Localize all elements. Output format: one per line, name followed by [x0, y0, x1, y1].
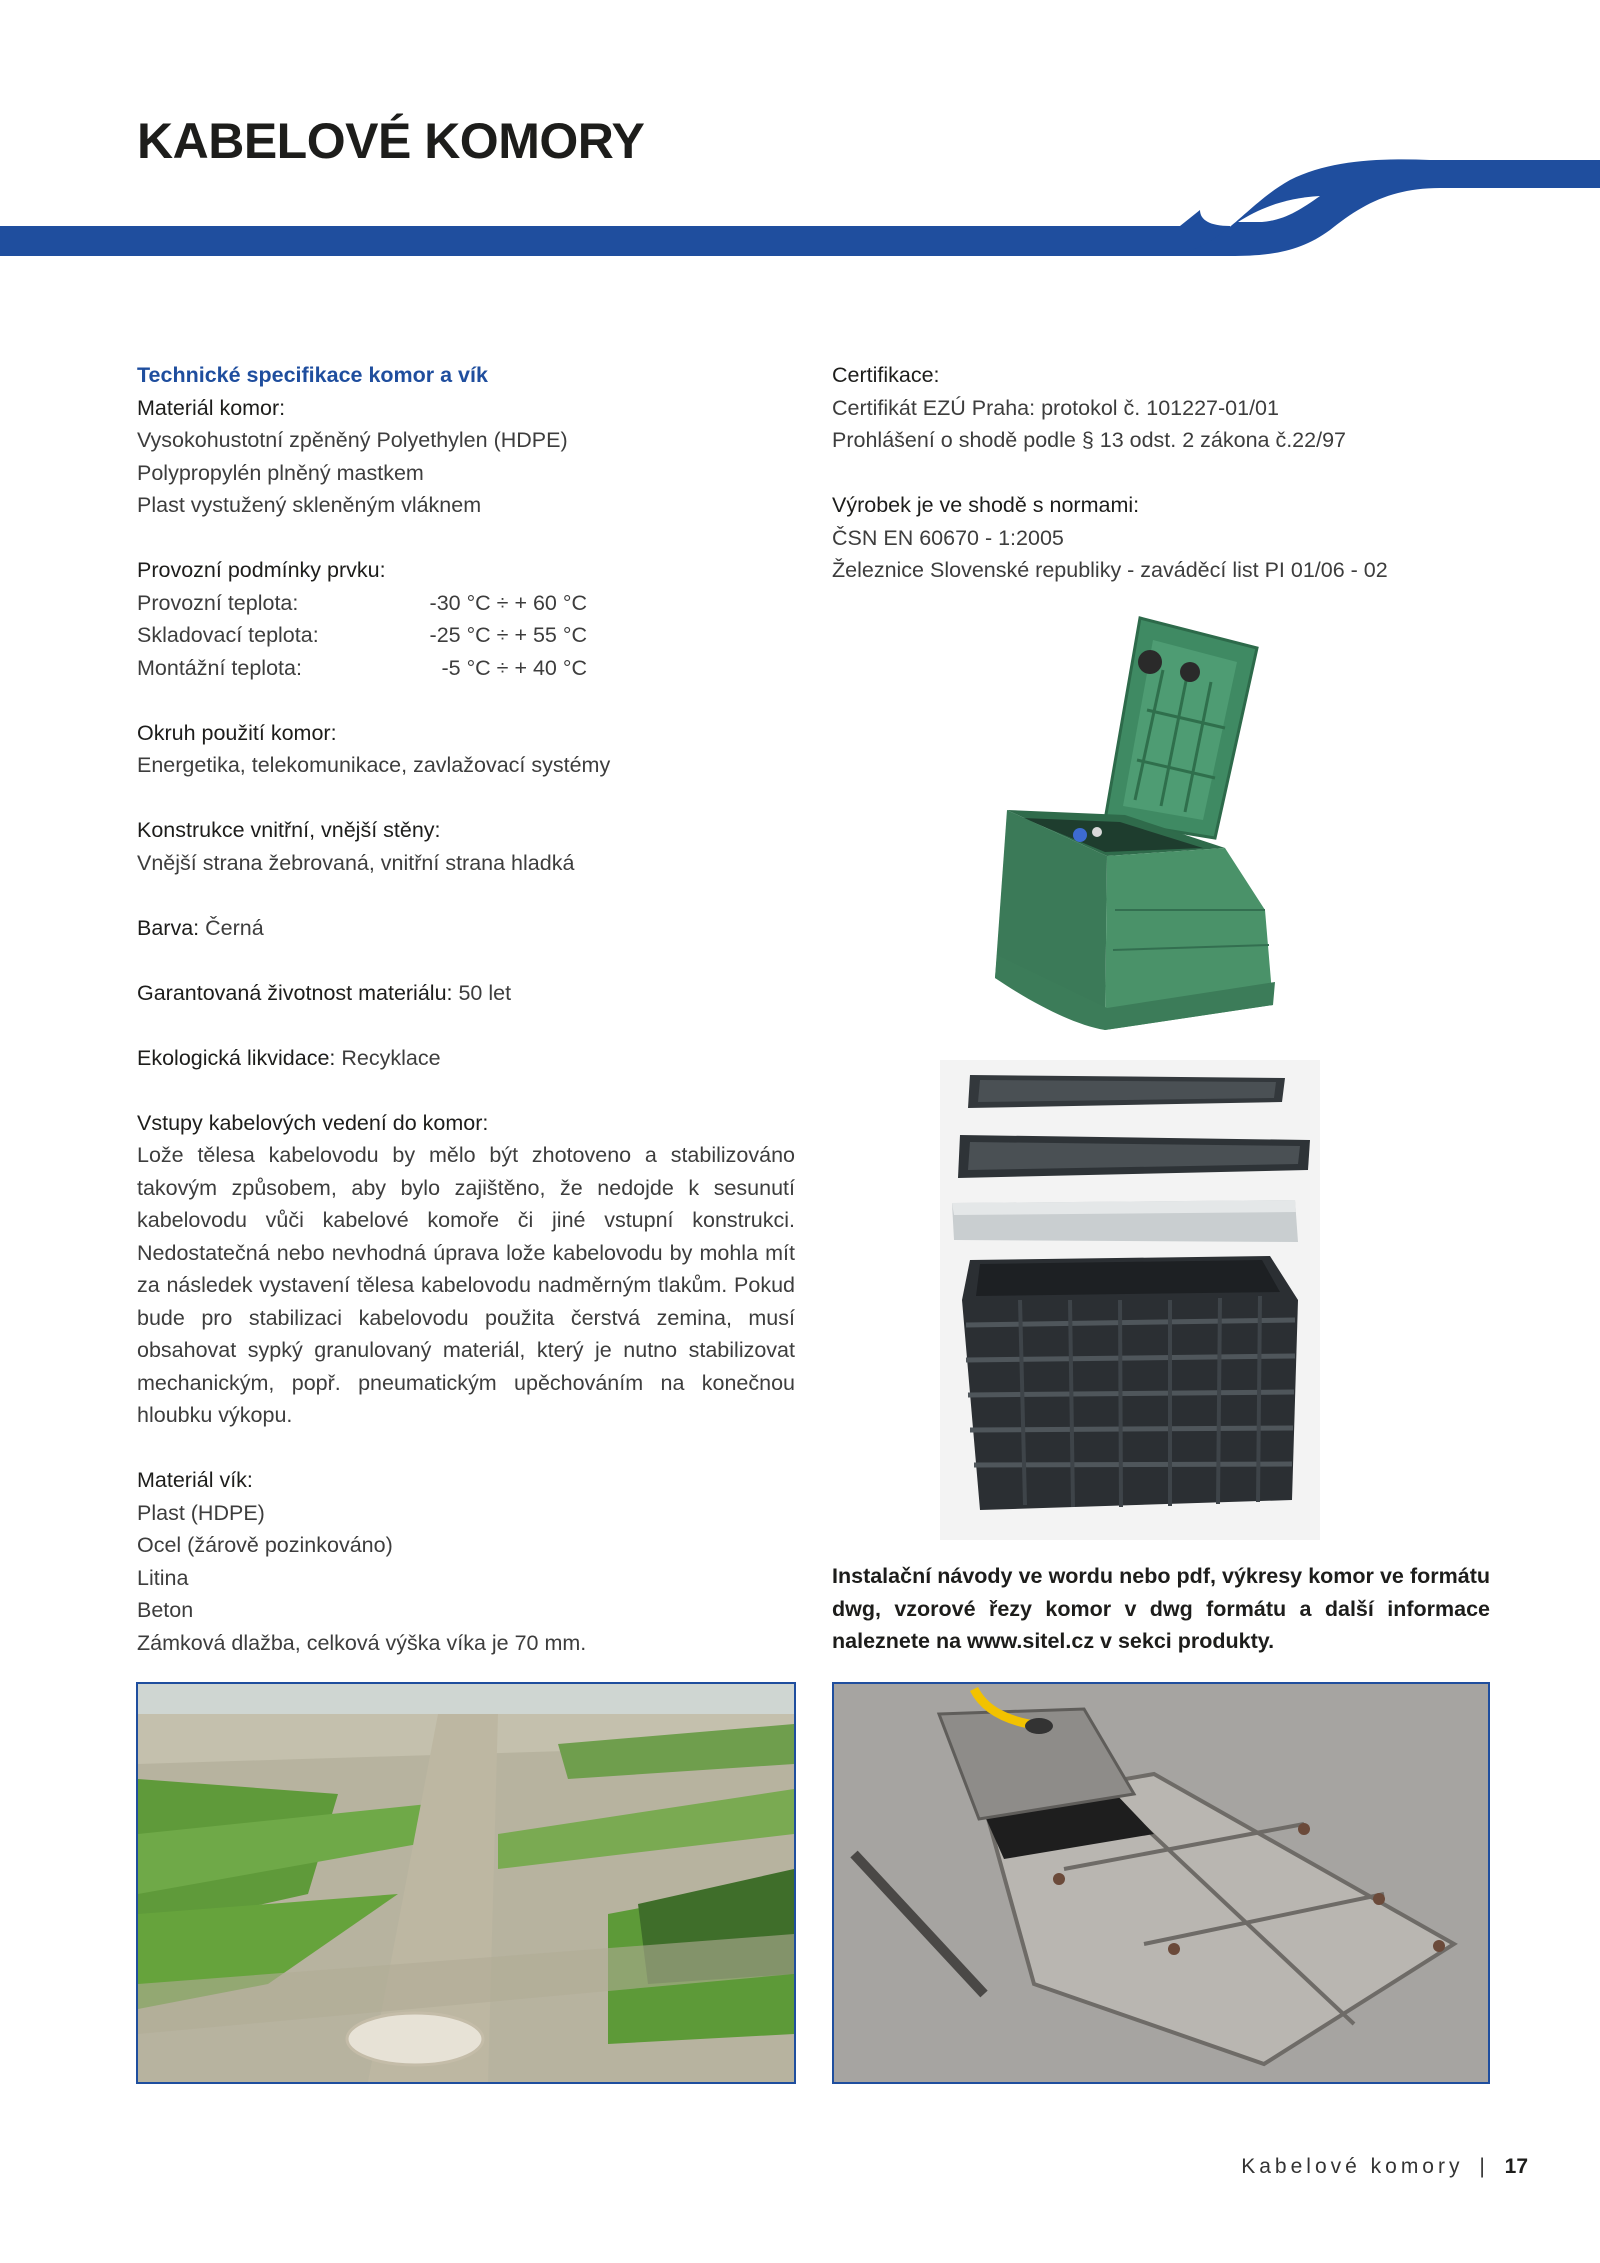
inputs-text: Lože tělesa kabelovodu by mělo být zhotoveno a stabilizováno takovým způsobem, aby bylo zajištěno, že nedojde k sesunutí kabelovodu vůči kabelové komoře či jiné vstupní konstrukci. Nedostatečná nebo nevhodná úprava lože kabelovodu by mohla mít za následek vystavení tělesa kabelovodu nadměrným tlakům. Pokud bude pro stabilizaci kabelovodu použita čerstvá zemina, musí obsahovat sypký granulovaný materiál, který je nutno stabilizovat mechanickým, popř. pneumatickým upěchováním na konečnou hloubku výkopu. — [137, 1143, 795, 1427]
page-footer — [1241, 2155, 1528, 2179]
temp-row — [137, 652, 797, 685]
lid-item: Ocel (žárově pozinkováno) — [137, 1533, 393, 1557]
eco-label: Ekologická likvidace: — [137, 1045, 336, 1070]
temp-row — [137, 619, 797, 652]
material-item: Polypropylén plněný mastkem — [137, 460, 424, 485]
temp-row — [137, 587, 797, 620]
park-photo-image — [138, 1684, 794, 2082]
lid-material-label: Materiál vík: — [137, 1468, 253, 1492]
conditions-label: Provozní podmínky prvku: — [137, 558, 386, 582]
lid-item: Litina — [137, 1565, 189, 1590]
cert-item: Prohlášení o shodě podle § 13 odst. 2 zákona č.22/97 — [832, 428, 1346, 452]
norm-item: ČSN EN 60670 - 1:2005 — [832, 525, 1064, 550]
installation-photo — [832, 1682, 1490, 2084]
black-chamber-image — [940, 1060, 1320, 1540]
usage-text: Energetika, telekomunikace, zavlažovací systémy — [137, 753, 611, 777]
color-value: Černá — [199, 915, 264, 940]
temp-label: Provozní teplota: — [137, 590, 299, 615]
spec-heading: Technické specifikace komor a vík — [137, 363, 488, 387]
page-number: 17 — [1504, 2155, 1528, 2178]
material-item: Vysokohustotní zpěněný Polyethylen (HDPE) — [137, 428, 568, 452]
temp-label: Skladovací teplota: — [137, 623, 319, 647]
lifetime-label: Garantovaná životnost materiálu: — [137, 980, 453, 1005]
construction-text: Vnější strana žebrovaná, vnitřní strana hladká — [137, 850, 575, 875]
norm-item: Železnice Slovenské republiky - zaváděcí list PI 01/06 - 02 — [832, 558, 1388, 582]
inputs-label: Vstupy kabelových vedení do komor: — [137, 1110, 489, 1135]
material-item: Plast vystužený skleněným vláknem — [137, 493, 482, 517]
cert-item: Certifikát EZÚ Praha: protokol č. 101227-01/01 — [832, 395, 1279, 420]
temp-value: -30 °C ÷ + 60 °C — [429, 590, 587, 615]
cert-label: Certifikace: — [832, 363, 940, 387]
footer-separator: | — [1479, 2155, 1485, 2178]
install-note: Instalační návody ve wordu nebo pdf, výkresy komor ve formátu dwg, vzorové řezy komor v dwg formátu a další informace naleznete na www.sitel.cz v sekci produkty. — [832, 1564, 1490, 1653]
lifetime-value: 50 let — [452, 980, 512, 1005]
temp-value: -5 °C ÷ + 40 °C — [441, 655, 587, 680]
lid-item: Plast (HDPE) — [137, 1500, 265, 1525]
eco-value: Recyklace — [335, 1045, 441, 1070]
construction-label: Konstrukce vnitřní, vnější stěny: — [137, 818, 441, 842]
lid-item: Beton — [137, 1598, 194, 1622]
right-column — [832, 359, 1492, 587]
temp-label: Montážní teplota: — [137, 655, 302, 680]
color-label: Barva: — [137, 915, 200, 940]
norms-label: Výrobek je ve shodě s normami: — [832, 493, 1140, 517]
lid-item: Zámková dlažba, celková výška víka je 70 mm. — [137, 1630, 587, 1655]
temp-value: -25 °C ÷ + 55 °C — [429, 623, 587, 647]
park-photo — [136, 1682, 796, 2084]
usage-label: Okruh použití komor: — [137, 720, 337, 745]
installation-photo-image — [834, 1684, 1488, 2082]
left-column — [137, 359, 797, 1659]
footer-label: Kabelové komory — [1241, 2155, 1464, 2178]
material-label: Materiál komor: — [137, 395, 286, 420]
header-band — [0, 150, 1600, 260]
page-title: KABELOVÉ KOMORY — [137, 113, 645, 169]
green-chamber-image — [975, 610, 1285, 1040]
